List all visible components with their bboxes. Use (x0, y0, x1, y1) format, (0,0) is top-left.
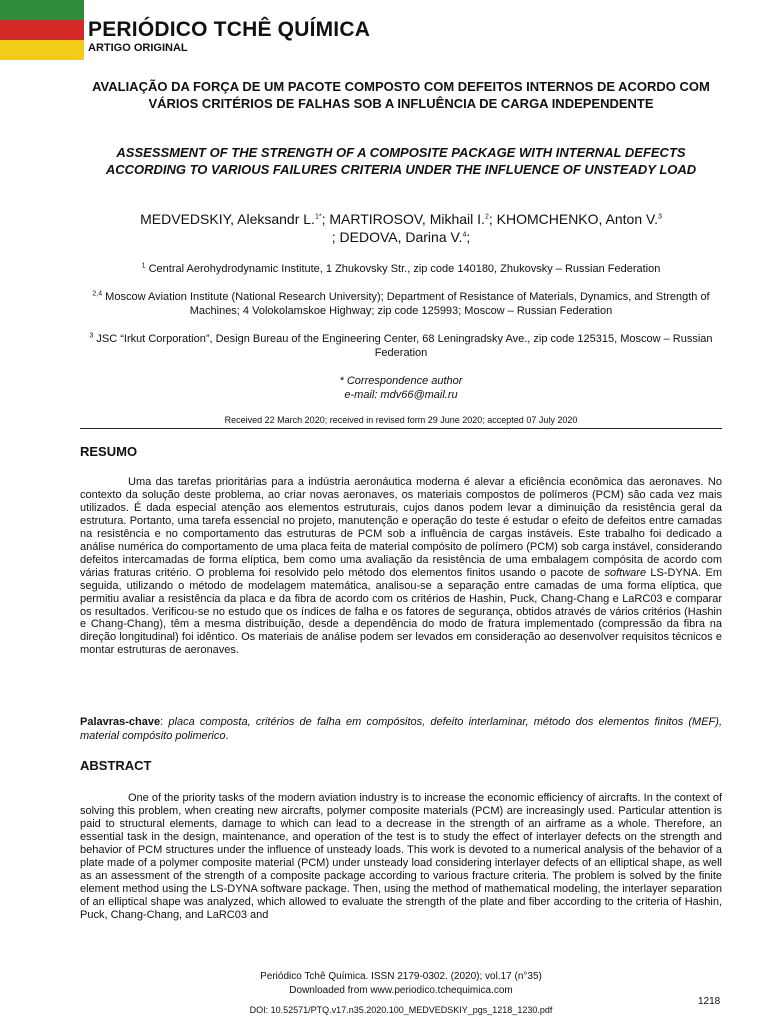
title-english: ASSESSMENT OF THE STRENGTH OF A COMPOSITE PACKAGE WITH INTERNAL DEFECTS ACCORDING TO VARIOUS FAILURES CRITERIA UNDER THE INFLUENCE OF UNSTEADY LOAD (105, 145, 697, 177)
footer-journal-line: Periódico Tchê Química. ISSN 2179-0302. (2020); vol.17 (n°35) (260, 971, 542, 982)
flag-green-stripe (0, 0, 84, 20)
correspondence-email[interactable]: e-mail: mdv66@mail.ru (344, 389, 458, 401)
flag-red-stripe (0, 20, 84, 40)
received-dates: Received 22 March 2020; received in revised form 29 June 2020; accepted 07 July 2020 (224, 415, 578, 425)
resumo-italic-term: software (604, 566, 647, 579)
flag-yellow-stripe (0, 40, 84, 60)
footer-download-link[interactable]: Downloaded from www.periodico.tchequimica.com (289, 985, 513, 996)
author-name: ; MARTIROSOV, Mikhail I. (321, 211, 485, 227)
footer-doi: DOI: 10.52571/PTQ.v17.n35.2020.100_MEDVEDSKIY_pgs_1218_1230.pdf (249, 1005, 553, 1015)
author-name: MEDVEDSKIY, Aleksandr L. (140, 211, 315, 227)
keywords-end: . (225, 730, 229, 742)
affiliation-sup: 2,4 (92, 290, 103, 298)
keywords-text: placa composta, critérios de falha em compósitos, defeito interlaminar, método dos elementos finitos (MEF), material compósito polimerico (80, 716, 722, 742)
author-name: ; DEDOVA, Darina V. (331, 229, 463, 245)
journal-title: PERIÓDICO TCHÊ QUÍMICA (88, 18, 371, 41)
correspondence-label: * Correspondence author (339, 375, 463, 387)
abstract-heading: ABSTRACT (80, 758, 152, 773)
article-type: ARTIGO ORIGINAL (88, 42, 188, 54)
keywords-block (80, 715, 722, 743)
page-number: 1218 (698, 996, 721, 1007)
abstract-paragraph: One of the priority tasks of the modern aviation industry is to increase the economic efficiency of aircrafts. In the context of solving this problem, when creating new aircrafts, polymer composite materials (PCM) are increasingly used. Particular attention is paid to structural elements, damage to which can lead to a decrease in the strength of an airframe as a whole. Therefore, an essential task in the design, maintenance, and operation of the test is to study the effect of interlayer defects on the strength and behavior of PCM structures under the influence of unsteady loads. This work is devoted to a numerical analysis of the behavior of a plate made of a polymer composite material (PCM) under unsteady load considering interlayer defects of an elliptical shape, as well as an assessment of the strength of a composite package according to various fracture criteria. The problem is solved by the finite element method using the LS-DYNA software package. Then, using the method of mathematical modeling, the interlayer separation of an elliptical shape was analyzed, which allowed to evaluate the strength of the plate and fiber according to the criteria of Hashin, Puck, Chang-Chang, and LaRC03 and (80, 792, 722, 921)
affiliation-2 (78, 290, 724, 318)
author-sup: 1* (314, 213, 322, 221)
affiliation-text: JSC “Irkut Corporation”, Design Bureau of the Engineering Center, 68 Leningradsky Ave., zip code 125315, Moscow – Russian Federation (93, 333, 713, 359)
resumo-paragraph (80, 476, 722, 657)
correspondence-block (78, 374, 724, 402)
title-portuguese: AVALIAÇÃO DA FORÇA DE UM PACOTE COMPOSTO COM DEFEITOS INTERNOS DE ACORDO COM VÁRIOS CRITÉRIOS DE FALHAS SOB A INFLUÊNCIA DE CARGA INDEPENDENTE (92, 79, 710, 111)
resumo-heading: RESUMO (80, 444, 138, 459)
author-sup: 3 (657, 213, 662, 221)
affiliation-text: Central Aerohydrodynamic Institute, 1 Zhukovsky Str., zip code 140180, Zhukovsky – Russian Federation (145, 263, 661, 275)
author-list (78, 210, 724, 246)
author-sup: 2 (484, 213, 489, 221)
keywords-label: Palavras-chave (80, 716, 161, 728)
header-divider (80, 428, 722, 429)
affiliation-1 (78, 262, 724, 276)
resumo-text-part1: Uma das tarefas prioritárias para a indústria aeronáutica moderna é alevar a eficiência econômica das aeronaves. No contexto da solução deste problema, ao criar novas aeronaves, os materiais compostos de polímeros (PCM) são cada vez mais utilizados. É dada especial atenção aos elementos estruturais, cujos danos podem levar a diminuição da resistência geral da estrutura. Portanto, uma tarefa essencial no projeto, manutenção e operação do teste é estudar o efeito de defeitos entre camadas na resistência e no comportamento das estruturas de PCM sob a influência de cargas instáveis. Este trabalho foi dedicado a análise numérica do comportamento de uma placa feita de material compósito de polímero (PCM) sob carga instável, considerando defeitos intercamadas de forma elíptica, bem como uma avaliação da resistência de uma embalagem compósita de acordo com várias fraturas critério. O problema foi resolvido pelo método dos elementos finitos usando o pacote de (80, 476, 722, 579)
author-list-end: ; (466, 229, 471, 245)
resumo-text-part2: LS-DYNA. Em seguida, utilizando o método de modelagem matemática, analisou-se a separação entre camadas de uma forma elíptica, que permitiu avaliar a resistência da placa e da fibra de acordo com os critérios de Hashin, Puck, Chang-Chang e LaRC03 e comparar os resultados. Verificou-se no estudo que os índices de falha e os fatores de segurança, obtidos através de vários critérios (Hashin e Chang-Chang), têm a mesma distribuição, desde a dependência do modo de fratura implementado (compressão da fibra na direção longitudinal) foi idêntico. Os materiais de análise podem ser levados em consideração ao desenvolver requisitos técnicos e montar estruturas de aeronaves. (80, 566, 722, 657)
journal-flag-logo (0, 0, 84, 60)
keywords-separator: : (160, 716, 169, 728)
author-sup: 4 (462, 231, 467, 239)
affiliation-3 (78, 332, 724, 360)
affiliation-sup: 1 (141, 262, 146, 270)
author-name: ; KHOMCHENKO, Anton V. (488, 211, 658, 227)
footer-citation (78, 970, 724, 998)
affiliation-text: Moscow Aviation Institute (National Research University); Department of Resistance of Materials, Dynamics, and Strength of Machines; 4 Volokolamskoe Highway; zip code 125993; Moscow – Russian Federation (102, 291, 710, 317)
affiliation-sup: 3 (89, 332, 94, 340)
